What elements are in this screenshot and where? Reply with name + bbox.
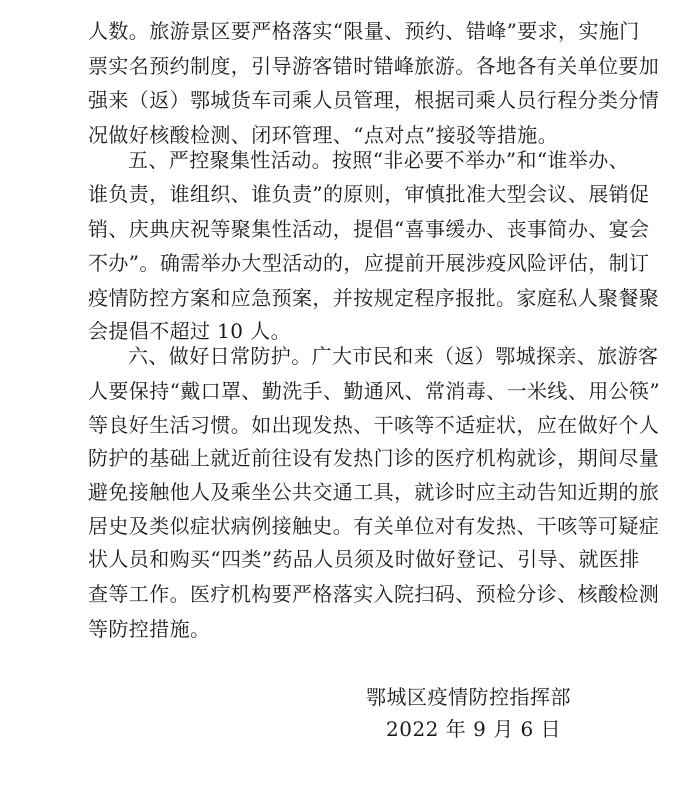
body-line: 等良好生活习惯。如出现发热、干咳等不适症状，应在做好个人	[88, 413, 660, 437]
section-five-heading-line: 五、严控聚集性活动。按照“非必要不举办”和“谁举办、	[128, 148, 630, 172]
signature-organization: 鄂城区疫情防控指挥部	[366, 685, 571, 709]
signature-date: 2022 年 9 月 6 日	[386, 717, 562, 741]
body-line: 疫情防控方案和应急预案，并按规定程序报批。家庭私人聚餐聚	[88, 286, 660, 310]
body-line: 销、庆典庆祝等聚集性活动，提倡“喜事缓办、丧事简办、宴会	[88, 217, 650, 241]
body-line: 查等工作。医疗机构要严格落实入院扫码、预检分诊、核酸检测	[88, 582, 660, 606]
body-line: 等防控措施。	[88, 617, 211, 641]
body-line: 票实名预约制度，引导游客错时错峰旅游。各地各有关单位要加	[88, 54, 660, 78]
body-line: 况做好核酸检测、闭环管理、“点对点”接驳等措施。	[88, 123, 559, 147]
section-six-heading-line: 六、做好日常防护。广大市民和来（返）鄂城探亲、旅游客	[128, 344, 659, 368]
body-line: 不办”。确需举办大型活动的，应提前开展涉疫风险评估，制订	[88, 251, 650, 275]
body-line: 强来（返）鄂城货车司乘人员管理，根据司乘人员行程分类分情	[88, 88, 660, 112]
body-line: 会提倡不超过 10 人。	[88, 319, 291, 343]
body-line: 避免接触他人及乘坐公共交通工具，就诊时应主动告知近期的旅	[88, 480, 660, 504]
body-line: 人要保持“戴口罩、勤洗手、勤通风、常消毒、一米线、用公筷”	[88, 379, 661, 403]
body-line: 谁负责，谁组织、谁负责”的原则，审慎批准大型会议、展销促	[88, 182, 650, 206]
body-line: 居史及类似症状病例接触史。有关单位对有发热、干咳等可疑症	[88, 514, 660, 538]
body-line: 状人员和购买“四类”药品人员须及时做好登记、引导、就医排	[88, 547, 640, 571]
body-line: 防护的基础上就近前往设有发热门诊的医疗机构就诊，期间尽量	[88, 446, 660, 470]
body-line: 人数。旅游景区要严格落实“限量、预约、错峰”要求，实施门	[88, 19, 640, 43]
